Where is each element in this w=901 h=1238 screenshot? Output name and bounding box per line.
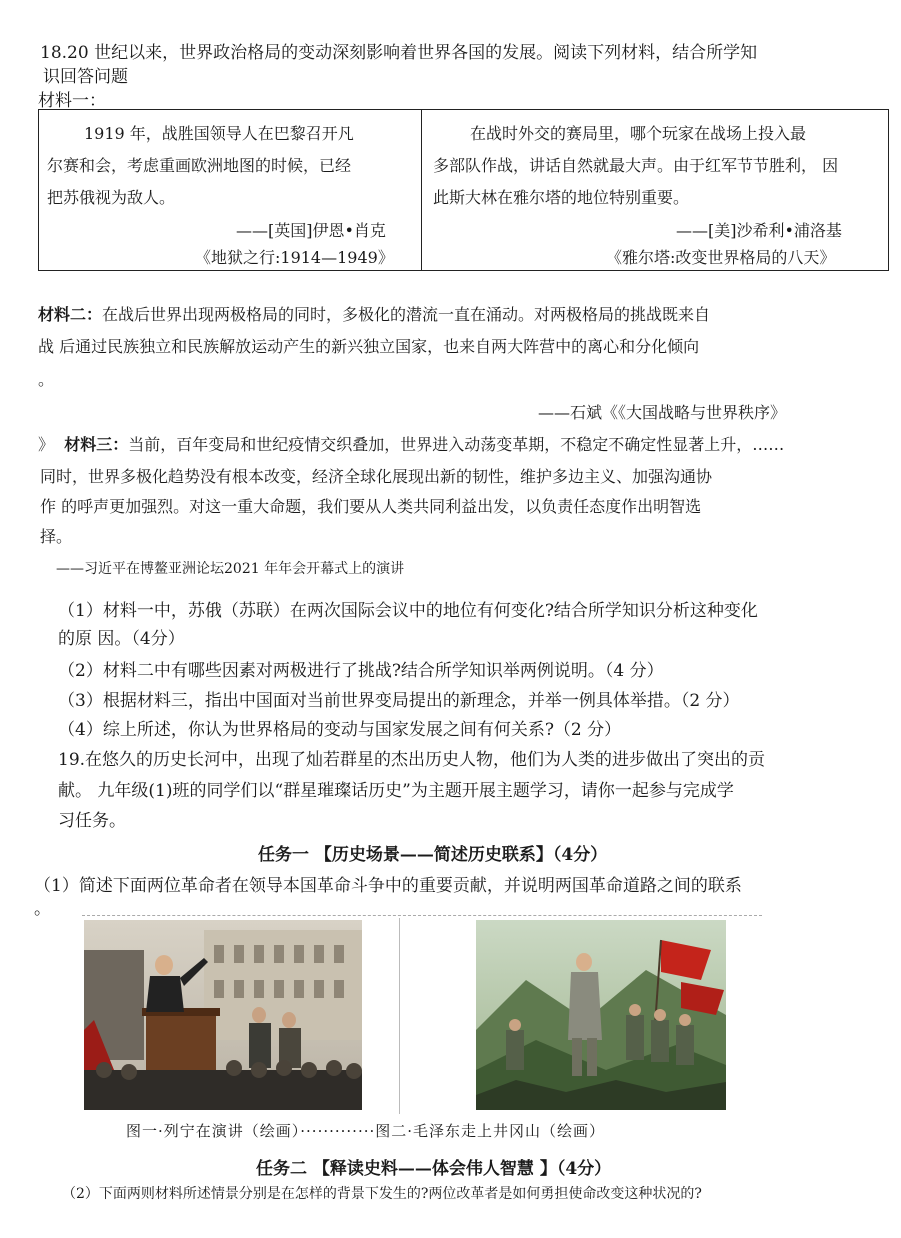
task1-question-line1: （1）简述下面两位革命者在领导本国革命斗争中的重要贡献，并说明两国革命道路之间的联系 <box>34 876 742 896</box>
image-divider <box>399 918 400 1114</box>
lenin-speech-painting <box>84 920 362 1110</box>
q18-sub3: （3）根据材料三，指出中国面对当前世界变局提出的新理念，并举一例具体举措。（2 分） <box>58 691 740 711</box>
q18-intro-line1: 18.20 世纪以来，世界政治格局的变动深刻影响着世界各国的发展。阅读下列材料，结合所学知 <box>40 43 758 63</box>
material3-line2: 同时，世界多极化趋势没有根本改变，经济全球化展现出新的韧性，维护多边主义、加强沟通协 <box>40 467 713 486</box>
material2-line2: 战 后通过民族独立和民族解放运动产生的新兴独立国家，也来自两大阵营中的离心和分化倾向 <box>38 337 700 356</box>
m1-left-line3: 把苏俄视为敌人。 <box>47 188 176 207</box>
q19-line1: 19.在悠久的历史长河中，出现了灿若群星的杰出历史人物，他们为人类的进步做出了突出的贡 <box>58 750 766 770</box>
q19-line3: 习任务。 <box>58 811 126 831</box>
m1-left-line2: 尔赛和会，考虑重画欧洲地图的时候，已经 <box>47 156 352 175</box>
material2-text1: 在战后世界出现两极格局的同时，多极化的潜流一直在涌动。对两极格局的挑战既来自 <box>102 305 711 324</box>
material3-line3: 作 的呼声更加强烈。对这一重大命题，我们要从人类共同利益出发，以负责任态度作出明智选 <box>40 497 702 516</box>
task1-question-line2: 。 <box>34 899 51 919</box>
material3-line4: 择。 <box>40 527 73 546</box>
m1-right-line3: 此斯大林在雅尔塔的地位特别重要。 <box>433 188 690 207</box>
task2-question: （2）下面两则材料所述情景分别是在怎样的背景下发生的?两位改革者是如何勇担使命改变这种状况的? <box>62 1186 702 1202</box>
figure-caption: 图一·列宁在演讲（绘画）·············图二·毛泽东走上井冈山（绘画） <box>126 1122 606 1140</box>
material2-source: ——石斌《《大国战略与世界秩序》 <box>538 403 787 422</box>
material3-label: 材料三： <box>64 435 129 454</box>
q19-line2: 献。 九年级(1)班的同学们以“群星璀璨话历史”为主题开展主题学习，请你一起参与完成学 <box>58 781 734 801</box>
table-divider <box>421 110 422 270</box>
q18-sub1-line2: 的原 因。（4分） <box>58 629 185 649</box>
q18-sub4: （4）综上所述，你认为世界格局的变动与国家发展之间有何关系?（2 分） <box>58 720 622 740</box>
m1-left-line1: 1919 年，战胜国领导人在巴黎召开凡 <box>84 124 354 143</box>
q18-sub2: （2）材料二中有哪些因素对两极进行了挑战?结合所学知识举两例说明。（4 分） <box>58 661 664 681</box>
material3-prefix: 》 <box>38 435 55 454</box>
m1-left-book: 《地狱之行:1914—1949》 <box>195 248 394 267</box>
task1-title: 任务一 【历史场景——简述历史联系】（4分） <box>258 845 608 865</box>
material3-source: ——习近平在博鳌亚洲论坛2021 年年会开幕式上的演讲 <box>56 561 405 577</box>
m1-right-line1: 在战时外交的赛局里，哪个玩家在战场上投入最 <box>470 124 807 143</box>
mao-jinggangshan-painting <box>476 920 726 1110</box>
material1-label: 材料一： <box>38 91 106 111</box>
q18-intro-line2: 识回答问题 <box>43 67 128 87</box>
q18-sub1-line1: （1）材料一中，苏俄（苏联）在两次国际会议中的地位有何变化?结合所学知识分析这种变化 <box>58 601 758 621</box>
task2-title: 任务二 【释读史料——体会伟人智慧 】（4分） <box>256 1159 612 1179</box>
m1-right-author: ——[美]沙希利•浦洛基 <box>676 221 842 240</box>
material3-line1 <box>38 432 784 455</box>
material2-line1 <box>38 302 710 325</box>
m1-right-line2: 多部队作战，讲话自然就最大声。由于红军节节胜利， 因 <box>433 156 839 175</box>
m1-left-author: ——[英国]伊恩•肖克 <box>236 221 386 240</box>
material2-line3: 。 <box>38 370 55 389</box>
m1-right-book: 《雅尔塔:改变世界格局的八天》 <box>606 248 836 267</box>
material3-text1: 当前，百年变局和世纪疫情交织叠加，世界进入动荡变革期，不稳定不确定性显著上升，…… <box>128 435 785 454</box>
material2-label: 材料二： <box>38 305 103 324</box>
